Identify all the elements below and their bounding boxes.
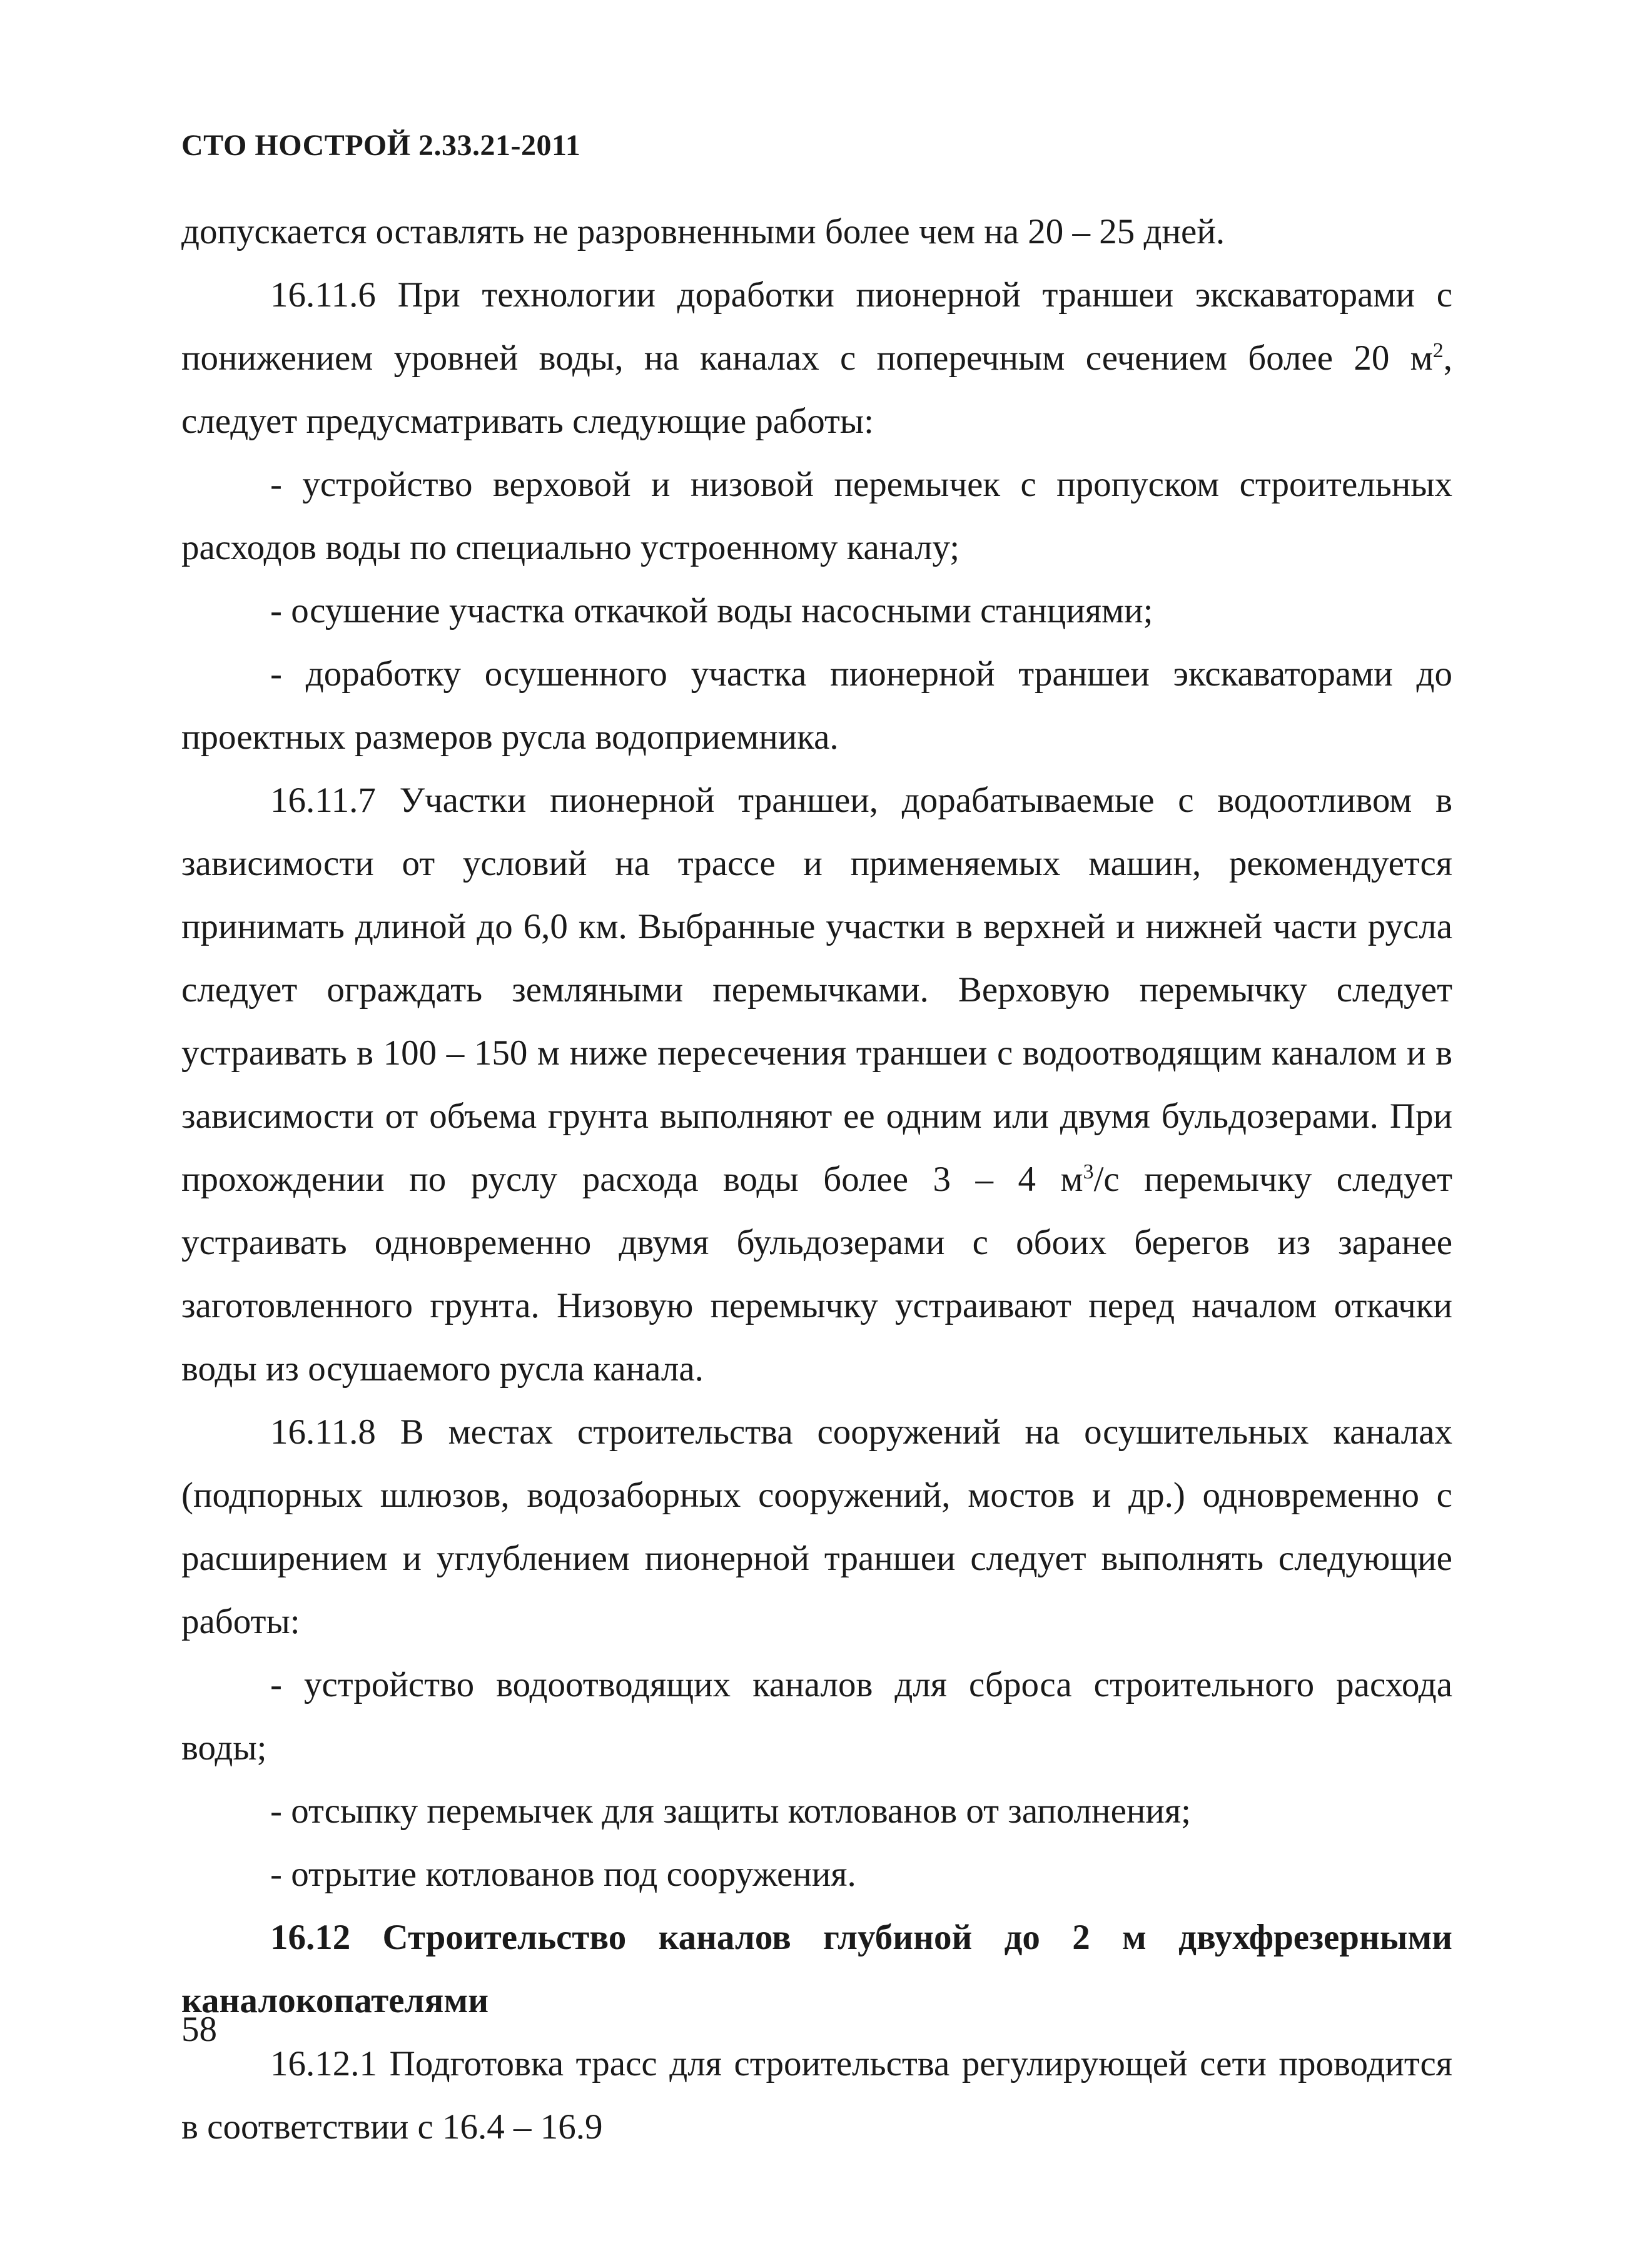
- paragraph-16-11-7: [181, 769, 1452, 1400]
- paragraph-text: , следует предусматривать следующие работы:: [181, 338, 1452, 441]
- document-header: СТО НОСТРОЙ 2.33.21-2011: [181, 129, 581, 162]
- document-body: [181, 200, 1452, 2159]
- paragraph-text: /с перемычку следует устраивать одновременно двумя бульдозерами с обоих берегов из заранее заготовленного грунта. Низовую перемычку устраивают перед началом откачки воды из осушаемого русла канала.: [181, 1160, 1452, 1389]
- list-item-embankment: - отсыпку перемычек для защиты котлованов от заполнения;: [270, 1791, 1191, 1831]
- superscript: 3: [1083, 1160, 1094, 1183]
- paragraph-16-12-1: 16.12.1 Подготовка трасс для строительства регулирующей сети проводится в соответствии с 16.4 – 16.9: [181, 2044, 1452, 2147]
- paragraph-text: 16.11.7 Участки пионерной траншеи, дорабатываемые с водоотливом в зависимости от условий на трассе и применяемых машин, рекомендуется принимать длиной до 6,0 км. Выбранные участки в верхней и нижней части русла следует ограждать земляными перемычками. Верховую перемычку следует устраивать в 100 – 150 м ниже пересечения траншеи с водоотводящим каналом и в зависимости от объема грунта выполняют ее одним или двумя бульдозерами. При прохождении по руслу расхода воды более 3 – 4 м: [181, 781, 1452, 1199]
- paragraph-16-11-8: 16.11.8 В местах строительства сооружений на осушительных каналах (подпорных шлюзов, водозаборных сооружений, мостов и др.) одновременно с расширением и углублением пионерной траншеи следует выполнять следующие работы:: [181, 1412, 1452, 1641]
- paragraph-16-11-6: [181, 263, 1452, 453]
- list-item-cofferdams: - устройство верховой и низовой перемычек с пропуском строительных расходов воды по специально устроенному каналу;: [181, 465, 1452, 567]
- superscript: 2: [1432, 339, 1444, 362]
- list-item-drainage: - осушение участка откачкой воды насосными станциями;: [270, 591, 1153, 630]
- list-item-excavation: - отрытие котлованов под сооружения.: [270, 1855, 856, 1894]
- list-item-diversion-channels: - устройство водоотводящих каналов для сброса строительного расхода воды;: [181, 1665, 1452, 1768]
- page-number: 58: [181, 2010, 217, 2049]
- list-item-completion: - доработку осушенного участка пионерной траншеи экскаваторами до проектных размеров русла водоприемника.: [181, 654, 1452, 757]
- paragraph-continuation: допускается оставлять не разровненными более чем на 20 – 25 дней.: [181, 212, 1225, 251]
- paragraph-text: 16.11.6 При технологии доработки пионерной траншеи экскаваторами с понижением уровней воды, на каналах с поперечным сечением более 20 м: [181, 275, 1452, 378]
- section-heading-16-12: 16.12 Строительство каналов глубиной до 2 м двухфрезерными каналокопателями: [181, 1918, 1452, 2020]
